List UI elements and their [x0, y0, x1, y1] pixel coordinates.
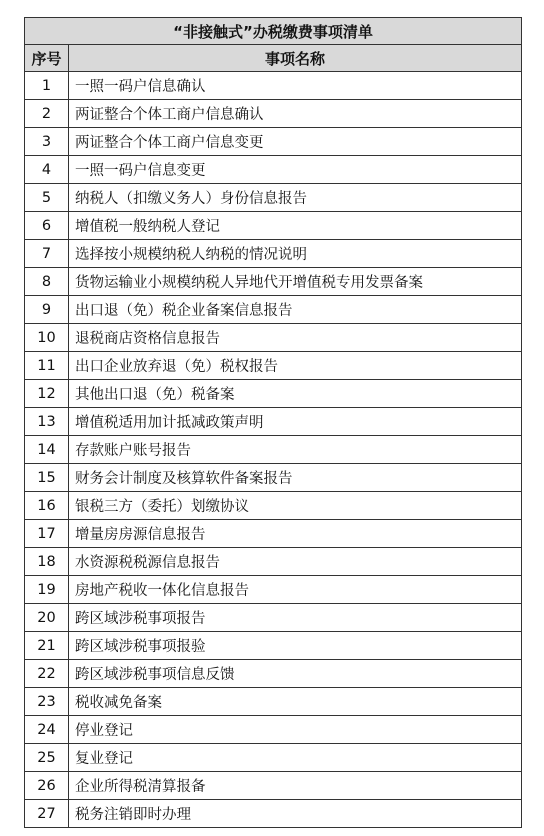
row-item-name: 增值税一般纳税人登记 [69, 212, 522, 240]
items-table [24, 17, 522, 828]
row-seq: 7 [25, 240, 69, 268]
row-seq: 13 [25, 408, 69, 436]
row-item-name: 其他出口退（免）税备案 [69, 380, 522, 408]
table-row [25, 688, 522, 716]
row-seq: 11 [25, 352, 69, 380]
row-item-name: 出口企业放弃退（免）税权报告 [69, 352, 522, 380]
row-item-name: 一照一码户信息变更 [69, 156, 522, 184]
table-row [25, 72, 522, 100]
row-item-name: 出口退（免）税企业备案信息报告 [69, 296, 522, 324]
row-item-name: 选择按小规模纳税人纳税的情况说明 [69, 240, 522, 268]
row-seq: 1 [25, 72, 69, 100]
row-item-name: 增量房房源信息报告 [69, 520, 522, 548]
row-seq: 14 [25, 436, 69, 464]
row-item-name: 纳税人（扣缴义务人）身份信息报告 [69, 184, 522, 212]
table-row [25, 128, 522, 156]
row-item-name: 增值税适用加计抵减政策声明 [69, 408, 522, 436]
table-row [25, 184, 522, 212]
table-row [25, 296, 522, 324]
row-item-name: 存款账户账号报告 [69, 436, 522, 464]
table-row [25, 408, 522, 436]
table-row [25, 576, 522, 604]
table-row [25, 268, 522, 296]
row-item-name: 两证整合个体工商户信息变更 [69, 128, 522, 156]
table-row [25, 520, 522, 548]
row-seq: 22 [25, 660, 69, 688]
table-body [25, 72, 522, 828]
row-item-name: 财务会计制度及核算软件备案报告 [69, 464, 522, 492]
table-row [25, 436, 522, 464]
row-item-name: 企业所得税清算报备 [69, 772, 522, 800]
row-seq: 19 [25, 576, 69, 604]
table-title-row [25, 18, 522, 45]
row-seq: 9 [25, 296, 69, 324]
table-row [25, 604, 522, 632]
row-item-name: 跨区域涉税事项信息反馈 [69, 660, 522, 688]
row-seq: 20 [25, 604, 69, 632]
table-row [25, 548, 522, 576]
table-row [25, 100, 522, 128]
row-item-name: 一照一码户信息确认 [69, 72, 522, 100]
row-seq: 10 [25, 324, 69, 352]
row-seq: 21 [25, 632, 69, 660]
table-row [25, 156, 522, 184]
row-seq: 25 [25, 744, 69, 772]
row-seq: 16 [25, 492, 69, 520]
row-seq: 17 [25, 520, 69, 548]
table-row [25, 800, 522, 828]
row-item-name: 跨区域涉税事项报告 [69, 604, 522, 632]
header-seq: 序号 [25, 45, 69, 72]
table-row [25, 212, 522, 240]
row-seq: 2 [25, 100, 69, 128]
row-item-name: 银税三方（委托）划缴协议 [69, 492, 522, 520]
row-seq: 27 [25, 800, 69, 828]
table-row [25, 716, 522, 744]
table-row [25, 464, 522, 492]
row-seq: 15 [25, 464, 69, 492]
row-seq: 3 [25, 128, 69, 156]
table-row [25, 492, 522, 520]
row-seq: 5 [25, 184, 69, 212]
row-item-name: 水资源税税源信息报告 [69, 548, 522, 576]
table-row [25, 744, 522, 772]
row-item-name: 停业登记 [69, 716, 522, 744]
row-item-name: 两证整合个体工商户信息确认 [69, 100, 522, 128]
table-row [25, 324, 522, 352]
table-row [25, 240, 522, 268]
row-seq: 4 [25, 156, 69, 184]
row-seq: 6 [25, 212, 69, 240]
row-item-name: 跨区域涉税事项报验 [69, 632, 522, 660]
header-item: 事项名称 [69, 45, 522, 72]
row-item-name: 货物运输业小规模纳税人异地代开增值税专用发票备案 [69, 268, 522, 296]
row-item-name: 退税商店资格信息报告 [69, 324, 522, 352]
table-row [25, 660, 522, 688]
row-item-name: 税收减免备案 [69, 688, 522, 716]
row-seq: 23 [25, 688, 69, 716]
table-title: “非接触式”办税缴费事项清单 [25, 18, 522, 45]
row-seq: 24 [25, 716, 69, 744]
row-seq: 12 [25, 380, 69, 408]
document-page [24, 17, 521, 828]
table-row [25, 772, 522, 800]
row-item-name: 税务注销即时办理 [69, 800, 522, 828]
row-seq: 8 [25, 268, 69, 296]
row-seq: 26 [25, 772, 69, 800]
row-item-name: 房地产税收一体化信息报告 [69, 576, 522, 604]
row-seq: 18 [25, 548, 69, 576]
table-row [25, 352, 522, 380]
table-row [25, 380, 522, 408]
table-row [25, 632, 522, 660]
table-header-row [25, 45, 522, 72]
row-item-name: 复业登记 [69, 744, 522, 772]
